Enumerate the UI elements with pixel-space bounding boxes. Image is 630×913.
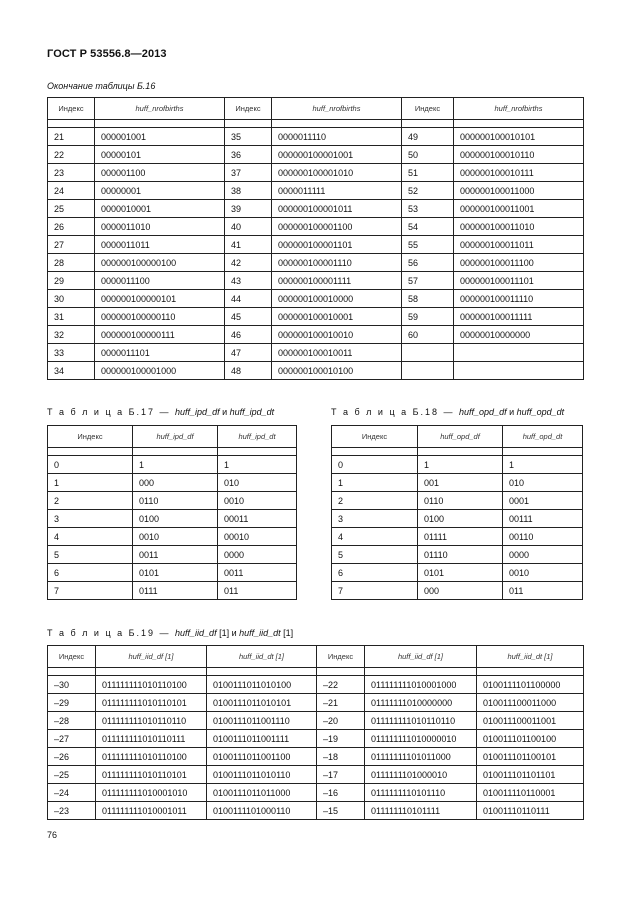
table-row [48, 456, 297, 474]
table-row [332, 582, 583, 600]
table-cell: 0100111011010110 [207, 766, 317, 784]
table-cell: 000000100010010 [272, 326, 402, 344]
table-cell: 26 [48, 218, 95, 236]
table-cell: 011111110101111 [365, 802, 477, 820]
column-header: huff_iid_df [1] [96, 646, 207, 668]
table-cell: 4 [332, 528, 418, 546]
table-cell: 011 [503, 582, 583, 600]
table-cell: 000000100001011 [272, 200, 402, 218]
table-cell: 2 [332, 492, 418, 510]
table-cell [402, 362, 454, 380]
table-cell: 0000011110 [272, 128, 402, 146]
table-cell: 011111111010110101 [96, 694, 207, 712]
table-cell: 48 [225, 362, 272, 380]
table-cell: 0 [332, 456, 418, 474]
table-b16-body [48, 120, 584, 380]
table-cell: 0100 [133, 510, 218, 528]
table-cell: 5 [48, 546, 133, 564]
table-b17-body [48, 448, 297, 600]
table-row [48, 730, 584, 748]
table-cell: 011 [218, 582, 297, 600]
table-cell: 0010 [133, 528, 218, 546]
table-cell: 000000100000111 [95, 326, 225, 344]
table-cell: 000000100001001 [272, 146, 402, 164]
table-row [48, 492, 297, 510]
table-cell: 5 [332, 546, 418, 564]
table-b16-continuation-caption: Окончание таблицы Б.16 [47, 81, 156, 91]
table-row [48, 564, 297, 582]
table-cell: 010011100011000 [477, 694, 584, 712]
table-row [48, 344, 584, 362]
table-cell: 00010 [218, 528, 297, 546]
table-cell: –27 [48, 730, 96, 748]
table-cell: 49 [402, 128, 454, 146]
table-cell: 011111111010110100 [96, 748, 207, 766]
table-cell: 011111111010110110 [96, 712, 207, 730]
table-cell: 56 [402, 254, 454, 272]
table-cell: –20 [317, 712, 365, 730]
table-cell: –24 [48, 784, 96, 802]
table-cell: 000000100011010 [454, 218, 584, 236]
table-cell: 0000 [503, 546, 583, 564]
table-cell: 00000101 [95, 146, 225, 164]
table-cell: 60 [402, 326, 454, 344]
table-cell: 1 [218, 456, 297, 474]
table-cell: 000 [418, 582, 503, 600]
column-header: huff_iid_dt [1] [477, 646, 584, 668]
table-cell: 21 [48, 128, 95, 146]
table-b18-body [332, 448, 583, 600]
table-cell: 40 [225, 218, 272, 236]
table-cell: 000000100011100 [454, 254, 584, 272]
table-cell: 53 [402, 200, 454, 218]
table-cell: 010011101101101 [477, 766, 584, 784]
table-cell: 1 [503, 456, 583, 474]
column-header: huff_ipd_df [133, 426, 218, 448]
table-cell: 0101 [418, 564, 503, 582]
table-cell: 00000001 [95, 182, 225, 200]
table-cell: –18 [317, 748, 365, 766]
table-cell: 000000100010011 [272, 344, 402, 362]
column-header: huff_opd_df [418, 426, 503, 448]
table-cell: 011111111010110101 [96, 766, 207, 784]
table-cell: 52 [402, 182, 454, 200]
table-cell: 50 [402, 146, 454, 164]
table-row [332, 564, 583, 582]
table-cell: 34 [48, 362, 95, 380]
table-cell: 2 [48, 492, 133, 510]
table-b19-body [48, 668, 584, 820]
table-cell: 0000 [218, 546, 297, 564]
table-cell: –28 [48, 712, 96, 730]
column-header: huff_nrofbirths [95, 98, 225, 120]
table-cell: 000000100001110 [272, 254, 402, 272]
table-row [48, 200, 584, 218]
table-row [48, 146, 584, 164]
column-header: Индекс [48, 98, 95, 120]
table-cell: 0011 [218, 564, 297, 582]
table-cell: 6 [332, 564, 418, 582]
table-cell: 57 [402, 272, 454, 290]
table-cell: 000000100010101 [454, 128, 584, 146]
table-cell: –15 [317, 802, 365, 820]
table-cell: 001 [418, 474, 503, 492]
table-cell: 0100111101100000 [477, 676, 584, 694]
table-cell: 0110 [133, 492, 218, 510]
table-cell: –23 [48, 802, 96, 820]
table-cell [454, 344, 584, 362]
table-cell: 01111111010000000 [365, 694, 477, 712]
table-row [48, 748, 584, 766]
table-cell: 0010 [503, 564, 583, 582]
table-cell: –19 [317, 730, 365, 748]
column-header: Индекс [48, 426, 133, 448]
table-cell: 43 [225, 272, 272, 290]
table-cell: 0000011101 [95, 344, 225, 362]
table-cell: 42 [225, 254, 272, 272]
column-header: Индекс [332, 426, 418, 448]
table-cell: 00110 [503, 528, 583, 546]
column-header: huff_opd_dt [503, 426, 583, 448]
table-cell: 51 [402, 164, 454, 182]
table-cell: –21 [317, 694, 365, 712]
table-cell: 28 [48, 254, 95, 272]
table-b16 [47, 97, 584, 380]
table-row [48, 802, 584, 820]
table-row [48, 510, 297, 528]
table-cell: 0000011100 [95, 272, 225, 290]
table-cell: 01111111101011000 [365, 748, 477, 766]
table-cell: 47 [225, 344, 272, 362]
table-cell: 0001 [503, 492, 583, 510]
table-row [48, 182, 584, 200]
table-cell: 010011110110001 [477, 784, 584, 802]
table-cell: 000000100010001 [272, 308, 402, 326]
table-cell: 45 [225, 308, 272, 326]
table-cell: 30 [48, 290, 95, 308]
table-cell: 010 [218, 474, 297, 492]
table-cell: 000000100010100 [272, 362, 402, 380]
table-cell: 000 [133, 474, 218, 492]
table-cell: 0100111101000110 [207, 802, 317, 820]
table-b19-caption: Т а б л и ц а Б.19 — huff_iid_df [1] и huff_iid_dt [1] [47, 628, 294, 638]
table-cell: 000000100010110 [454, 146, 584, 164]
table-cell: –29 [48, 694, 96, 712]
table-cell: 0 [48, 456, 133, 474]
table-cell: 010011101100100 [477, 730, 584, 748]
table-cell: 000000100011101 [454, 272, 584, 290]
table-b17-caption: Т а б л и ц а Б.17 — huff_ipd_df и huff_ipd_dt [47, 407, 275, 417]
table-row [48, 676, 584, 694]
table-b18-header-row [332, 426, 583, 448]
table-cell: 00000010000000 [454, 326, 584, 344]
table-cell: 23 [48, 164, 95, 182]
table-row [48, 290, 584, 308]
table-cell: 37 [225, 164, 272, 182]
table-b17 [47, 425, 297, 600]
page-number: 76 [47, 830, 58, 840]
spacer-row [48, 668, 584, 676]
column-header: huff_iid_dt [1] [207, 646, 317, 668]
table-cell: 32 [48, 326, 95, 344]
table-cell: 000000100001111 [272, 272, 402, 290]
table-cell: 1 [332, 474, 418, 492]
table-row [48, 694, 584, 712]
table-cell: 0000011011 [95, 236, 225, 254]
table-cell: 27 [48, 236, 95, 254]
table-cell: 24 [48, 182, 95, 200]
table-cell: 0111111110101110 [365, 784, 477, 802]
table-row [48, 582, 297, 600]
table-cell: 0100111011001111 [207, 730, 317, 748]
table-cell: 4 [48, 528, 133, 546]
table-row [48, 528, 297, 546]
table-row [332, 546, 583, 564]
table-row [48, 128, 584, 146]
table-row [48, 236, 584, 254]
table-cell: 0100111011001100 [207, 748, 317, 766]
table-cell: 00011 [218, 510, 297, 528]
table-row [48, 218, 584, 236]
table-cell: 46 [225, 326, 272, 344]
table-cell: 000000100011110 [454, 290, 584, 308]
table-cell: 011111111010110111 [96, 730, 207, 748]
table-row [48, 766, 584, 784]
table-row [48, 712, 584, 730]
table-cell: 0100111011010100 [207, 676, 317, 694]
table-cell: 54 [402, 218, 454, 236]
table-b19 [47, 645, 584, 820]
table-cell: 000000100001101 [272, 236, 402, 254]
table-cell: 38 [225, 182, 272, 200]
column-header: huff_ipd_dt [218, 426, 297, 448]
table-cell: 41 [225, 236, 272, 254]
table-cell: 0111111101000010 [365, 766, 477, 784]
column-header: Индекс [225, 98, 272, 120]
table-cell: –16 [317, 784, 365, 802]
column-header: huff_iid_df [1] [365, 646, 477, 668]
table-cell: 1 [48, 474, 133, 492]
table-cell: 000000100000110 [95, 308, 225, 326]
document-header: ГОСТ Р 53556.8—2013 [47, 48, 167, 60]
table-cell: 000000100000101 [95, 290, 225, 308]
table-cell: –26 [48, 748, 96, 766]
table-cell: 010011100011001 [477, 712, 584, 730]
table-cell: 58 [402, 290, 454, 308]
table-cell: 0111 [133, 582, 218, 600]
table-cell: 0110 [418, 492, 503, 510]
table-cell: 00111 [503, 510, 583, 528]
table-cell: 0000010001 [95, 200, 225, 218]
table-cell: 0100111011011000 [207, 784, 317, 802]
spacer-row [332, 448, 583, 456]
spacer-row [48, 448, 297, 456]
table-row [48, 546, 297, 564]
table-cell: 3 [48, 510, 133, 528]
table-row [48, 474, 297, 492]
table-cell: –30 [48, 676, 96, 694]
column-header: huff_nrofbirths [454, 98, 584, 120]
table-cell: 000000100001000 [95, 362, 225, 380]
table-row [48, 326, 584, 344]
column-header: Индекс [48, 646, 96, 668]
table-row [332, 456, 583, 474]
table-b19-header-row [48, 646, 584, 668]
table-cell: 0000011010 [95, 218, 225, 236]
table-row [48, 784, 584, 802]
table-cell: 000000100011000 [454, 182, 584, 200]
table-cell: 1 [133, 456, 218, 474]
table-cell: 000001100 [95, 164, 225, 182]
table-cell: 000000100000100 [95, 254, 225, 272]
table-cell: 010 [503, 474, 583, 492]
table-cell: 01001110110111 [477, 802, 584, 820]
table-row [332, 474, 583, 492]
table-cell [402, 344, 454, 362]
table-row [48, 362, 584, 380]
table-cell: 010011101100101 [477, 748, 584, 766]
table-cell: 33 [48, 344, 95, 362]
table-cell: 55 [402, 236, 454, 254]
table-cell: 011111111010001010 [96, 784, 207, 802]
table-cell: 25 [48, 200, 95, 218]
table-cell: 000000100010111 [454, 164, 584, 182]
table-cell: 3 [332, 510, 418, 528]
table-cell: 29 [48, 272, 95, 290]
table-cell: 000000100011001 [454, 200, 584, 218]
table-cell: 000000100001100 [272, 218, 402, 236]
table-cell: 000000100001010 [272, 164, 402, 182]
table-cell: 000000100010000 [272, 290, 402, 308]
table-cell [454, 362, 584, 380]
table-b16-header-row [48, 98, 584, 120]
column-header: Индекс [402, 98, 454, 120]
table-cell: 011111111010110100 [96, 676, 207, 694]
spacer-row [48, 120, 584, 128]
table-cell: 000000100011011 [454, 236, 584, 254]
table-row [332, 510, 583, 528]
table-cell: 011111111010110110 [365, 712, 477, 730]
table-cell: 39 [225, 200, 272, 218]
table-cell: 0011 [133, 546, 218, 564]
table-cell: 1 [418, 456, 503, 474]
column-header: Индекс [317, 646, 365, 668]
table-cell: 31 [48, 308, 95, 326]
table-row [48, 308, 584, 326]
table-cell: –17 [317, 766, 365, 784]
table-b18 [331, 425, 583, 600]
table-cell: 36 [225, 146, 272, 164]
table-cell: 0100 [418, 510, 503, 528]
table-cell: 0101 [133, 564, 218, 582]
table-cell: 22 [48, 146, 95, 164]
table-cell: –25 [48, 766, 96, 784]
table-cell: 01111 [418, 528, 503, 546]
table-row [48, 272, 584, 290]
table-row [48, 254, 584, 272]
table-cell: 35 [225, 128, 272, 146]
table-cell: 0010 [218, 492, 297, 510]
table-row [332, 528, 583, 546]
table-cell: 0000011111 [272, 182, 402, 200]
table-row [332, 492, 583, 510]
table-cell: 000000100011111 [454, 308, 584, 326]
table-row [48, 164, 584, 182]
table-cell: 7 [48, 582, 133, 600]
table-b18-caption: Т а б л и ц а Б.18 — huff_opd_df и huff_opd_dt [331, 407, 565, 417]
table-cell: 000001001 [95, 128, 225, 146]
table-cell: 01110 [418, 546, 503, 564]
table-cell: 011111111010001011 [96, 802, 207, 820]
table-cell: 44 [225, 290, 272, 308]
table-cell: –22 [317, 676, 365, 694]
table-cell: 0100111011010101 [207, 694, 317, 712]
table-cell: 6 [48, 564, 133, 582]
table-cell: 7 [332, 582, 418, 600]
table-b17-header-row [48, 426, 297, 448]
column-header: huff_nrofbirths [272, 98, 402, 120]
table-cell: 59 [402, 308, 454, 326]
table-cell: 011111111010001000 [365, 676, 477, 694]
table-cell: 011111111010000010 [365, 730, 477, 748]
table-cell: 0100111011001110 [207, 712, 317, 730]
